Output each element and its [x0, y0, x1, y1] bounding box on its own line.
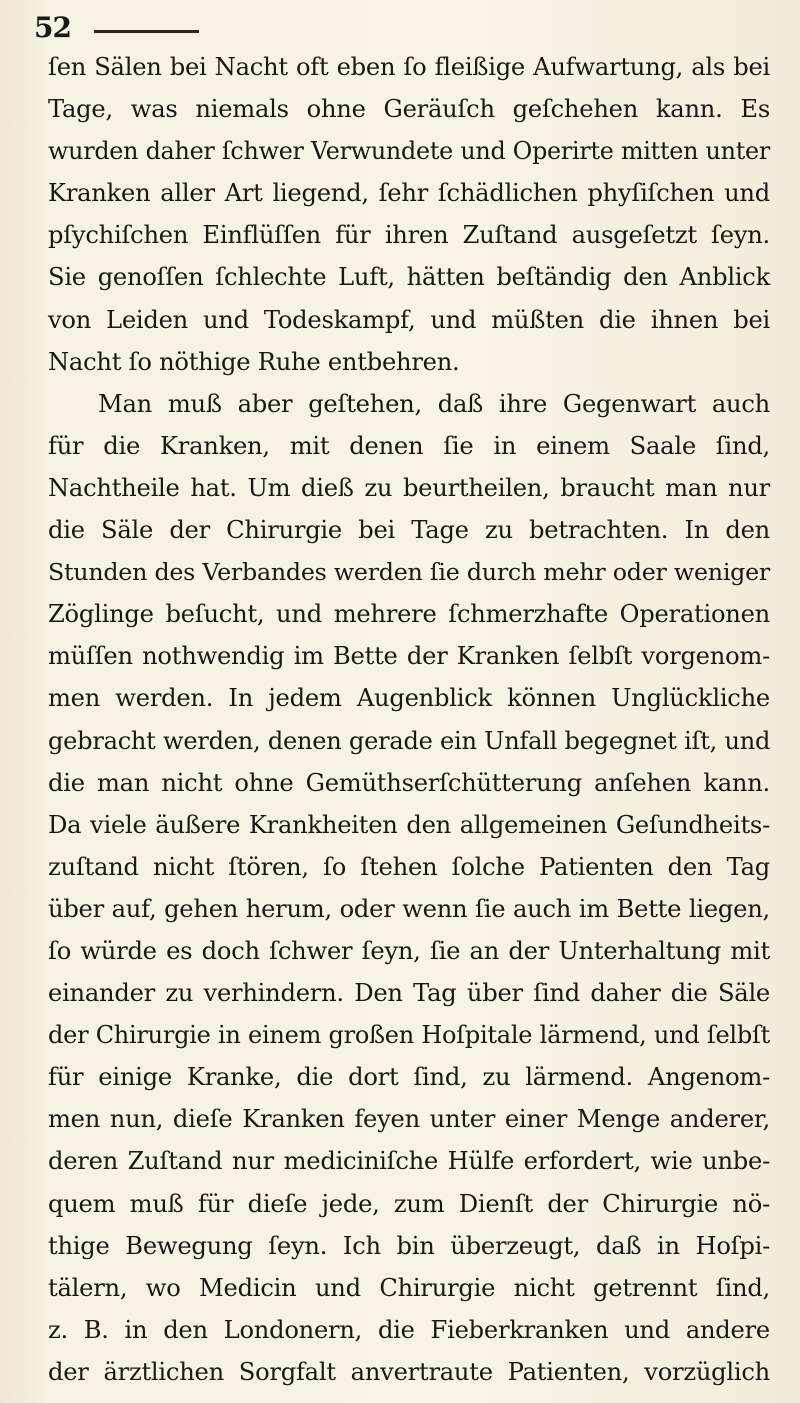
text-line: Stunden des Verbandes werden ſie durch mehr oder weniger — [48, 558, 771, 587]
text-line: die man nicht ohne Gemüthserſchütterung anſehen kann. — [48, 768, 770, 797]
text-line: tälern, wo Medicin und Chirurgie nicht getrennt ſind, — [48, 1273, 770, 1302]
text-line: Da viele äußere Krankheiten den allgemeinen Geſundheits- — [48, 810, 770, 839]
text-line: über auf, gehen herum, oder wenn ſie auch im Bette liegen, — [48, 894, 770, 923]
text-line: Kranken aller Art liegend, ſehr ſchädlichen phyſiſchen und — [48, 179, 770, 208]
text-line: Nachtheile hat. Um dieß zu beurtheilen, braucht man nur — [48, 473, 770, 502]
text-line: z. B. in den Londonern, die Fieberkranken und andere — [48, 1315, 770, 1344]
text-line: die Säle der Chirurgie bei Tage zu betrachten. In den — [48, 516, 770, 545]
text-line: der ärztlichen Sorgfalt anvertraute Patienten, vorzüglich — [48, 1357, 770, 1386]
paragraph-1 — [48, 46, 770, 383]
text-line: wurden daher ſchwer Verwundete und Operirte mitten unter — [48, 137, 770, 166]
text-line: Man muß aber geſtehen, daß ihre Gegenwart auch — [98, 389, 770, 418]
text-line: gebracht werden, denen gerade ein Unfall begegnet iſt, und — [48, 726, 771, 755]
header-rule — [94, 30, 199, 33]
text-line: Zöglinge beſucht, und mehrere ſchmerzhafte Operationen — [48, 600, 770, 629]
text-line: men nun, dieſe Kranken feyen unter einer Menge anderer, — [48, 1105, 770, 1134]
text-line: für die Kranken, mit denen ſie in einem Saale ſind, — [48, 431, 770, 460]
text-line: zuſtand nicht ſtören, ſo ſtehen ſolche Patienten den Tag — [48, 852, 770, 881]
text-line: der Chirurgie in einem großen Hoſpitale lärmend, und ſelbſt — [48, 1021, 770, 1050]
text-line: quem muß für dieſe jede, zum Dienſt der Chirurgie nö- — [48, 1189, 770, 1218]
body-text — [48, 46, 770, 1393]
text-line: Tage, was niemals ohne Geräuſch geſchehen kann. Es — [48, 95, 770, 124]
text-line: thige Bewegung ſeyn. Ich bin überzeugt, daß in Hoſpi- — [48, 1231, 770, 1260]
text-line: einander zu verhindern. Den Tag über ſind daher die Säle — [48, 979, 770, 1008]
text-line: von Leiden und Todeskampf, und müßten die ihnen bei — [48, 305, 770, 334]
text-line: für einige Kranke, die dort ſind, zu lärmend. Angenom- — [48, 1063, 770, 1092]
page-number: 52 — [34, 11, 71, 44]
text-line: ſo würde es doch ſchwer ſeyn, ſie an der Unterhaltung mit — [48, 936, 770, 965]
paragraph-2 — [48, 383, 770, 1393]
text-line: Sie genoſſen ſchlechte Luft, hätten beſtändig den Anblick — [48, 263, 770, 292]
text-line: pſychiſchen Einflüſſen für ihren Zuſtand ausgeſetzt ſeyn. — [48, 221, 770, 250]
page-header — [34, 10, 774, 46]
text-line: ſen Sälen bei Nacht oft eben ſo fleißige Aufwartung, als bei — [48, 53, 770, 81]
text-line: deren Zuſtand nur mediciniſche Hülfe erfordert, wie unbe- — [48, 1147, 770, 1176]
text-line: Nacht ſo nöthige Ruhe entbehren. — [48, 347, 460, 376]
text-line: müſſen nothwendig im Bette der Kranken ſelbſt vorgenom- — [48, 642, 770, 671]
text-line: men werden. In jedem Augenblick können Unglückliche — [48, 684, 770, 713]
